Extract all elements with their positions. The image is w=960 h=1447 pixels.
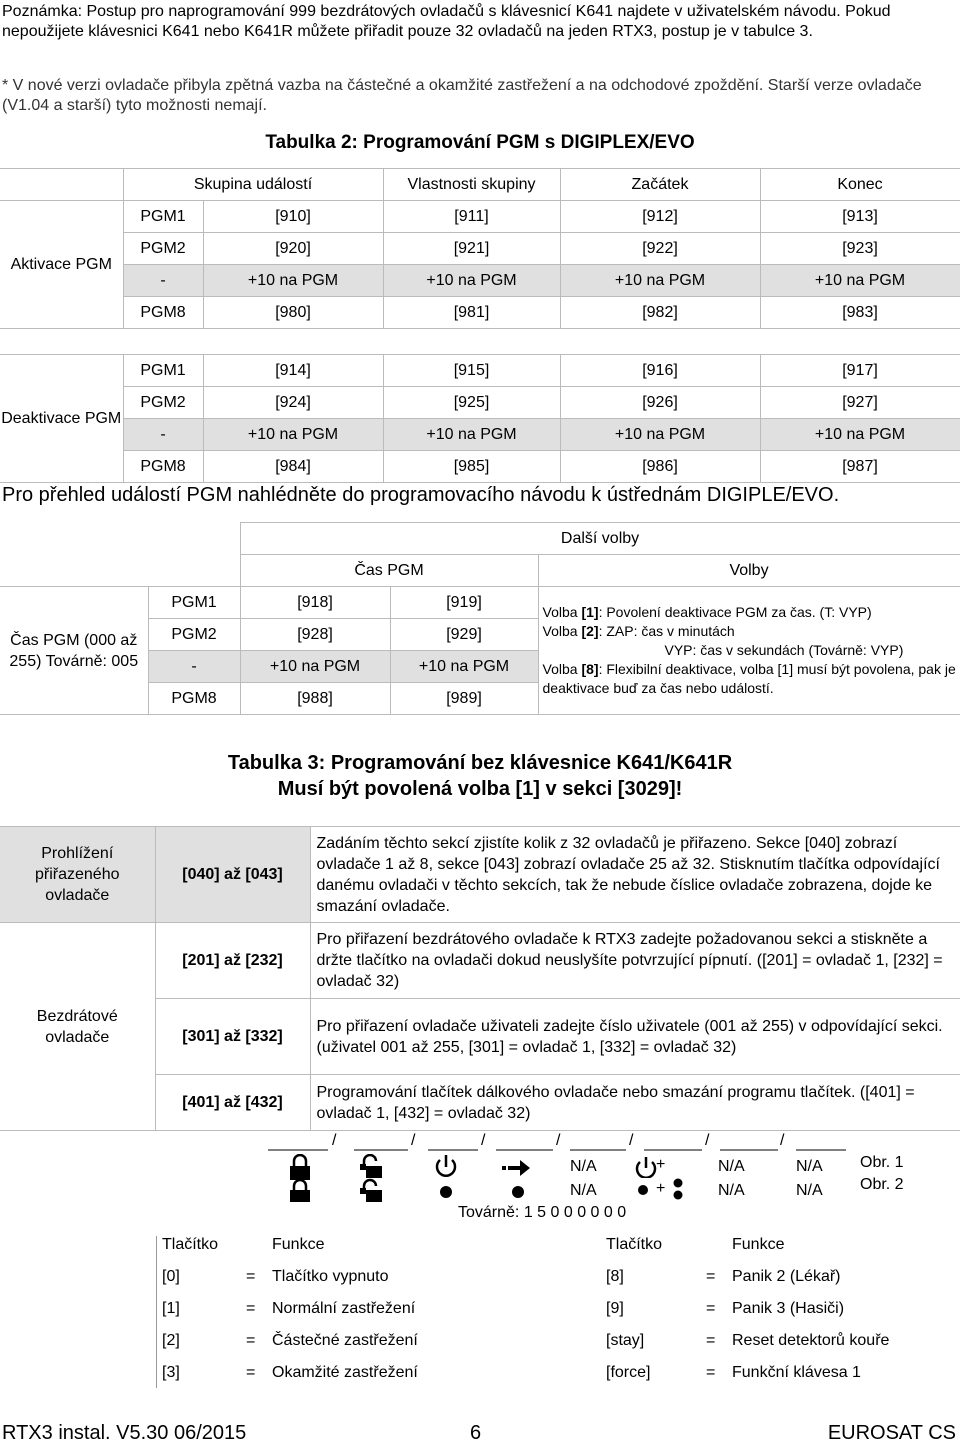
power-icon xyxy=(634,1156,658,1178)
equals: = xyxy=(706,1268,716,1285)
table-cell: +10 na PGM xyxy=(240,651,390,683)
equals: = xyxy=(246,1300,256,1317)
section-201: [201] až [232] xyxy=(155,923,310,999)
table-cell: [916] xyxy=(560,355,760,387)
key-code: [0] xyxy=(162,1268,180,1285)
table-cell: [928] xyxy=(240,619,390,651)
table-cell: [929] xyxy=(390,619,538,651)
table-cell: [988] xyxy=(240,683,390,715)
plus-sign: + xyxy=(656,1180,666,1197)
table-cell: PGM2 xyxy=(123,387,203,419)
table-cell: [913] xyxy=(760,201,960,233)
table-cell: [910] xyxy=(203,201,383,233)
table-cell: +10 na PGM xyxy=(390,651,538,683)
key-function: Reset detektorů kouře xyxy=(732,1332,890,1349)
table-cell: [914] xyxy=(203,355,383,387)
table-cell: PGM8 xyxy=(123,297,203,329)
footer-page-number: 6 xyxy=(470,1422,482,1444)
table-cell: [989] xyxy=(390,683,538,715)
figure-2-label: Obr. 2 xyxy=(860,1176,904,1193)
table-cell: [912] xyxy=(560,201,760,233)
na-label: N/A xyxy=(570,1158,597,1175)
figure-1-label: Obr. 1 xyxy=(860,1154,904,1171)
table-cell: [982] xyxy=(560,297,760,329)
table-cell: [921] xyxy=(383,233,560,265)
slash: / xyxy=(556,1132,561,1149)
header-options: Volby xyxy=(538,555,960,587)
option-2-off: VYP: čas v sekundách (Továrně: VYP) xyxy=(664,642,904,658)
option-2: Volba [2]: ZAP: čas v minutách xyxy=(542,623,735,639)
slash: / xyxy=(705,1132,710,1149)
table-cell: [917] xyxy=(760,355,960,387)
table-cell: PGM2 xyxy=(123,233,203,265)
section-301: [301] až [332] xyxy=(155,999,310,1075)
desc-401: Programování tlačítek dálkového ovladače nebo smazání programu tlačítek. ([401] = ovladač 1, [432] = ovladač 32) xyxy=(310,1075,960,1131)
key-function: Panik 3 (Hasiči) xyxy=(732,1300,845,1317)
table-cell: +10 na PGM xyxy=(203,419,383,451)
table3-title xyxy=(0,750,960,802)
key-function: Normální zastřežení xyxy=(272,1300,416,1317)
key-code: [3] xyxy=(162,1364,180,1381)
dot-icon xyxy=(636,1182,652,1198)
key-function: Funkční klávesa 1 xyxy=(732,1364,861,1381)
lock-open-icon xyxy=(360,1155,382,1178)
desc-201: Pro přiřazení bezdrátového ovladače k RTX3 zadejte požadovanou sekci a stiskněte a držte tlačítko na ovladači dokud neuslyšíte potvrzující pípnutí. ([201] = ovladač 1, [232] = ovladač 32) xyxy=(310,923,960,999)
key-code: [stay] xyxy=(606,1332,645,1349)
view-label: Prohlížení přiřazeného ovladače xyxy=(0,827,155,923)
key-function: Tlačítko vypnuto xyxy=(272,1268,389,1285)
equals: = xyxy=(246,1332,256,1349)
table-cell: +10 na PGM xyxy=(203,265,383,297)
table-cell: [920] xyxy=(203,233,383,265)
section-401: [401] až [432] xyxy=(155,1075,310,1131)
table2-activation xyxy=(0,168,960,329)
table-cell: - xyxy=(123,265,203,297)
table-cell: [918] xyxy=(240,587,390,619)
na-label: N/A xyxy=(718,1182,745,1199)
factory-default: Továrně: 1 5 0 0 0 0 0 0 xyxy=(458,1204,627,1221)
footer-company: EUROSAT CS xyxy=(827,1422,956,1444)
na-label: N/A xyxy=(718,1158,745,1175)
table-cell: [980] xyxy=(203,297,383,329)
deactivation-label: Deaktivace PGM xyxy=(0,355,123,483)
key-table-border xyxy=(156,1236,157,1388)
option-1: Volba [1]: Povolení deaktivace PGM za čas. (T: VYP) xyxy=(542,604,872,620)
equals: = xyxy=(246,1268,256,1285)
wireless-label: Bezdrátové ovladače xyxy=(0,923,155,1131)
plus-sign: + xyxy=(656,1156,666,1173)
table-cell: [926] xyxy=(560,387,760,419)
table-cell: +10 na PGM xyxy=(760,265,960,297)
table-cell: PGM1 xyxy=(123,201,203,233)
table-cell: PGM1 xyxy=(148,587,240,619)
header-pgm-time: Čas PGM xyxy=(240,555,538,587)
key-code: [force] xyxy=(606,1364,651,1381)
table-cell: [922] xyxy=(560,233,760,265)
table-cell: PGM2 xyxy=(148,619,240,651)
table-cell: [927] xyxy=(760,387,960,419)
equals: = xyxy=(706,1332,716,1349)
slash: / xyxy=(332,1132,337,1149)
intro-note: Poznámka: Postup pro naprogramování 999 bezdrátových ovladačů s klávesnicí K641 najdete v uživatelském návodu. Pokud nepoužijete klávesnici K641 nebo K641R můžete přiřadit pouze 32 ovladačů na jeden RTX3, postup je v tabulce 3. xyxy=(2,3,891,40)
activation-label: Aktivace PGM xyxy=(0,201,123,329)
table2-deactivation xyxy=(0,354,960,483)
table-cell: [925] xyxy=(383,387,560,419)
key-function-table xyxy=(162,1236,952,1386)
table3-title-line1: Tabulka 3: Programování bez klávesnice K641/K641R xyxy=(227,752,733,774)
key-function: Panik 2 (Lékař) xyxy=(732,1268,841,1285)
slash: / xyxy=(780,1132,785,1149)
version-note: * V nové verzi ovladače přibyla zpětná vazba na částečné a okamžité zastřežení a na odchodové zpoždění. Starší verze ovladače (V1.04 a starší) tyto možnosti nemají. xyxy=(2,77,922,114)
slash: / xyxy=(481,1132,486,1149)
table-cell: +10 na PGM xyxy=(760,419,960,451)
option-8: Volba [8]: Flexibilní deaktivace, volba [1] musí být povolena, pak je deaktivace buď za čas nebo událostí. xyxy=(542,661,956,696)
table-cell: [983] xyxy=(760,297,960,329)
na-label: N/A xyxy=(570,1182,597,1199)
table2-title: Tabulka 2: Programování PGM s DIGIPLEX/EVO xyxy=(265,132,695,153)
table3 xyxy=(0,826,960,1131)
footer-doc-id: RTX3 instal. V5.30 06/2015 xyxy=(2,1422,247,1444)
slash: / xyxy=(629,1132,634,1149)
table-cell: [911] xyxy=(383,201,560,233)
col-function-header: Funkce xyxy=(272,1236,325,1253)
table2-footnote: Pro přehled událostí PGM nahlédněte do programovacího návodu k ústřednám DIGIPLE/EVO. xyxy=(2,484,840,506)
dot-icon xyxy=(440,1186,452,1198)
arrow-right-icon xyxy=(502,1160,530,1176)
pgm-time-options xyxy=(538,587,960,715)
col-function-header: Funkce xyxy=(732,1236,785,1253)
header-more-options: Další volby xyxy=(240,523,960,555)
table-cell: +10 na PGM xyxy=(383,419,560,451)
equals: = xyxy=(706,1364,716,1381)
col-event-group: Skupina událostí xyxy=(123,169,383,201)
view-section: [040] až [043] xyxy=(155,827,310,923)
pgm-time-table xyxy=(0,522,960,715)
table-cell: [919] xyxy=(390,587,538,619)
table-cell: [985] xyxy=(383,451,560,483)
table-cell: - xyxy=(148,651,240,683)
key-code: [8] xyxy=(606,1268,624,1285)
double-dot-icon xyxy=(672,1178,686,1202)
table3-title-line2: Musí být povolená volba [1] v sekci [3029]! xyxy=(277,778,683,800)
col-end: Konec xyxy=(760,169,960,201)
table-cell: PGM8 xyxy=(148,683,240,715)
key-code: [2] xyxy=(162,1332,180,1349)
view-desc: Zadáním těchto sekcí zjistíte kolik z 32 ovladačů je přiřazeno. Sekce [040] zobrazí ovladače 1 až 8, sekce [043] zobrazí ovladače 25 až 32. Stisknutím tlačítka odpovídající danému ovladači v těchto sekcích, tak že nebude číslice ovladače zobrazena, dojde ke smazání ovladače. xyxy=(310,827,960,923)
remote-icons-figure xyxy=(288,1154,578,1206)
col-button-header: Tlačítko xyxy=(606,1236,663,1253)
table-cell: PGM1 xyxy=(123,355,203,387)
col-button-header: Tlačítko xyxy=(162,1236,219,1253)
col-start: Začátek xyxy=(560,169,760,201)
na-label: N/A xyxy=(796,1182,823,1199)
table-cell: +10 na PGM xyxy=(560,265,760,297)
table-cell: [981] xyxy=(383,297,560,329)
slash: / xyxy=(411,1132,416,1149)
table-cell: [924] xyxy=(203,387,383,419)
equals: = xyxy=(706,1300,716,1317)
desc-301: Pro přiřazení ovladače uživateli zadejte číslo uživatele (001 až 255) v odpovídající sekci. (uživatel 001 až 255, [301] = ovladač 1, [332] = ovladač 32) xyxy=(310,999,960,1075)
pgm-time-label: Čas PGM (000 až 255) Továrně: 005 xyxy=(0,587,148,715)
power-icon xyxy=(437,1155,455,1176)
table-cell: +10 na PGM xyxy=(560,419,760,451)
table-cell: [984] xyxy=(203,451,383,483)
table-cell: [986] xyxy=(560,451,760,483)
equals: = xyxy=(246,1364,256,1381)
key-function: Částečné zastřežení xyxy=(272,1332,418,1349)
key-code: [1] xyxy=(162,1300,180,1317)
button-slots-line xyxy=(268,1132,848,1152)
col-group-properties: Vlastnosti skupiny xyxy=(383,169,560,201)
lock-open-small-icon xyxy=(360,1180,382,1202)
table-cell: - xyxy=(123,419,203,451)
lock-closed-small-icon xyxy=(290,1180,310,1202)
key-code: [9] xyxy=(606,1300,624,1317)
table-cell: [923] xyxy=(760,233,960,265)
na-label: N/A xyxy=(796,1158,823,1175)
table-cell: [987] xyxy=(760,451,960,483)
table-cell: +10 na PGM xyxy=(383,265,560,297)
dot-icon xyxy=(512,1186,524,1198)
key-function: Okamžité zastřežení xyxy=(272,1364,418,1381)
table-cell: PGM8 xyxy=(123,451,203,483)
table-cell: [915] xyxy=(383,355,560,387)
lock-closed-icon xyxy=(290,1155,310,1180)
